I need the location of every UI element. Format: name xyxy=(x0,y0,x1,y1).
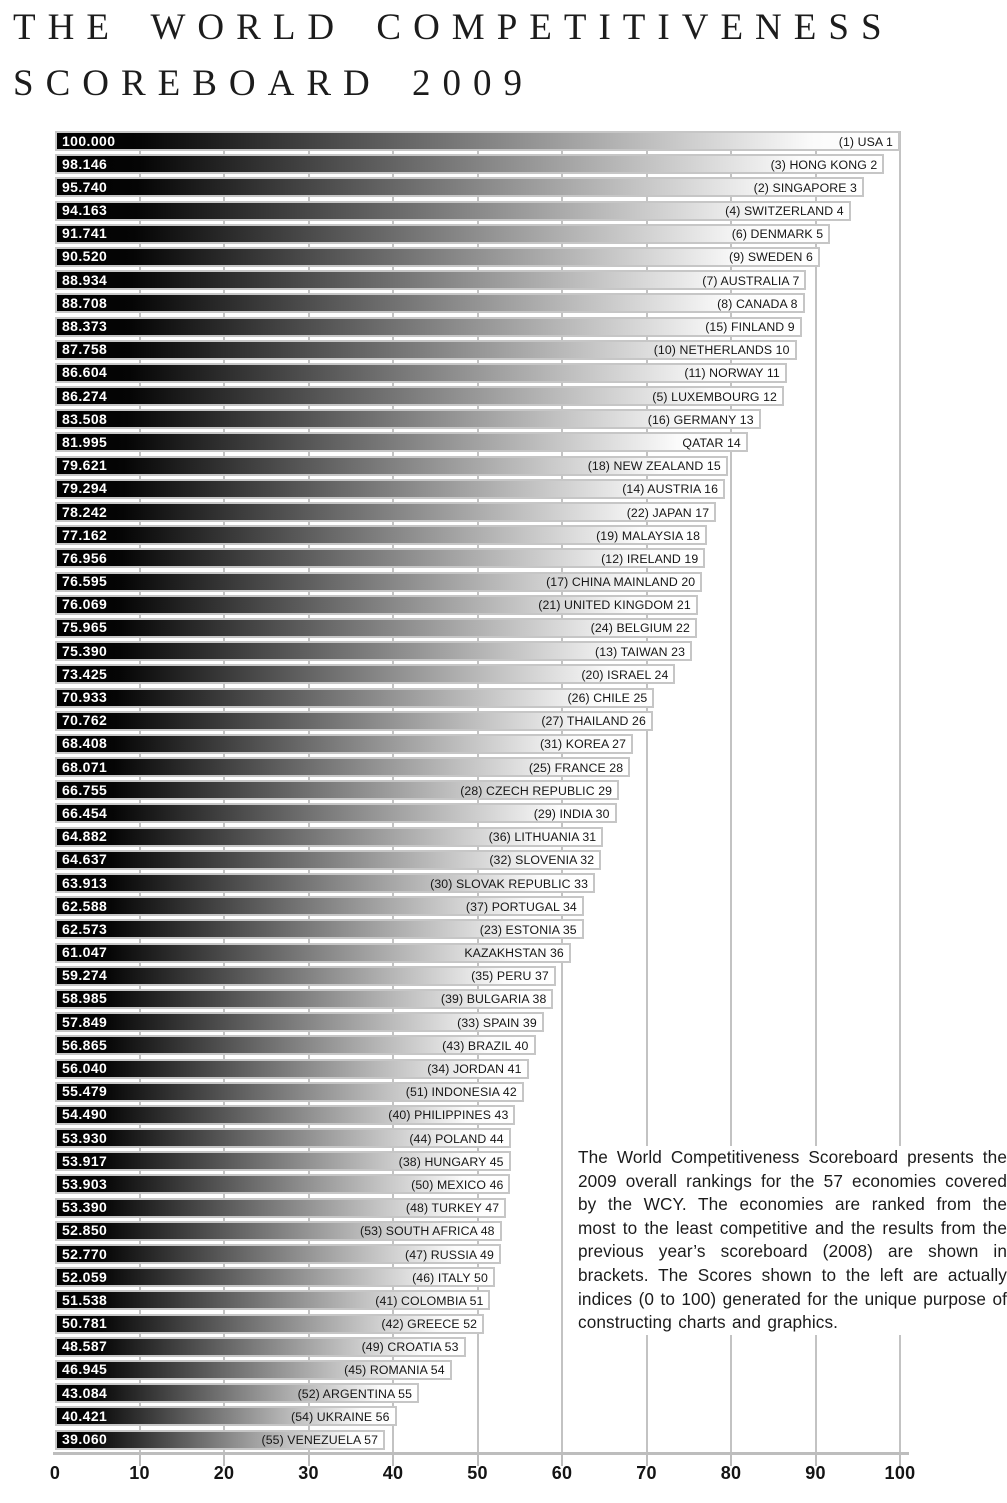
score-bar xyxy=(55,386,784,406)
axis-tick-label: 90 xyxy=(805,1463,826,1483)
score-bar xyxy=(55,618,697,638)
country-label: (32) SLOVENIA 32 xyxy=(489,853,595,868)
country-label: (46) ITALY 50 xyxy=(412,1270,488,1285)
score-bar xyxy=(55,1059,529,1079)
score-value: 50.781 xyxy=(62,1315,108,1332)
score-value: 46.945 xyxy=(62,1361,108,1378)
bar-row xyxy=(55,688,900,711)
bar-row xyxy=(55,386,900,409)
bar-row xyxy=(55,270,900,293)
score-bar xyxy=(55,919,584,939)
axis-tick-label: 80 xyxy=(720,1463,742,1483)
score-bar xyxy=(55,827,603,847)
score-bar xyxy=(55,363,787,383)
country-label: (50) MEXICO 46 xyxy=(411,1177,504,1192)
bar-row xyxy=(55,247,900,270)
score-bar xyxy=(55,1174,510,1194)
bar-row xyxy=(55,1105,900,1128)
score-bar xyxy=(55,989,553,1009)
score-value: 90.520 xyxy=(62,248,108,265)
axis-tick-label: 50 xyxy=(467,1463,488,1483)
score-value: 53.917 xyxy=(62,1152,108,1169)
score-value: 95.740 xyxy=(62,178,108,195)
country-label: (4) SWITZERLAND 4 xyxy=(725,204,844,219)
score-value: 61.047 xyxy=(62,944,108,961)
score-value: 75.390 xyxy=(62,642,108,659)
score-bar xyxy=(55,803,617,823)
score-value: 94.163 xyxy=(62,202,108,219)
country-label: (24) BELGIUM 22 xyxy=(590,621,690,636)
country-label: (34) JORDAN 41 xyxy=(427,1062,522,1076)
score-bar xyxy=(55,688,654,708)
bar-row xyxy=(55,1059,900,1082)
score-value: 58.985 xyxy=(62,990,108,1007)
country-label: (29) INDIA 30 xyxy=(533,806,610,821)
score-value: 76.595 xyxy=(62,573,108,590)
country-label: (18) NEW ZEALAND 15 xyxy=(587,459,721,474)
bar-row xyxy=(55,1430,900,1453)
score-bar xyxy=(55,293,805,313)
score-bar xyxy=(55,525,707,545)
bar-row xyxy=(55,1082,900,1105)
country-label: (31) KOREA 27 xyxy=(539,737,627,752)
score-value: 51.538 xyxy=(62,1291,108,1308)
score-bar xyxy=(55,1244,501,1264)
bar-row xyxy=(55,757,900,780)
bar-row xyxy=(55,1012,900,1035)
country-label: KAZAKHSTAN 36 xyxy=(464,946,564,961)
country-label: (51) INDONESIA 42 xyxy=(405,1085,517,1100)
score-bar xyxy=(55,154,884,174)
country-label: (27) THAILAND 26 xyxy=(541,714,646,729)
score-bar xyxy=(55,966,556,986)
score-value: 40.421 xyxy=(62,1407,108,1424)
country-label: (49) CROATIA 53 xyxy=(361,1340,459,1355)
bar-row xyxy=(55,780,900,803)
bar-row xyxy=(55,154,900,177)
score-value: 88.373 xyxy=(62,318,108,334)
score-bar xyxy=(55,548,705,568)
country-label: (26) CHILE 25 xyxy=(567,691,648,705)
score-value: 52.770 xyxy=(62,1245,108,1262)
bar-row xyxy=(55,966,900,989)
country-label: (44) POLAND 44 xyxy=(409,1131,504,1146)
score-value: 53.903 xyxy=(62,1175,108,1192)
score-value: 48.587 xyxy=(62,1338,108,1355)
description-text: The World Competitiveness Scoreboard presents the 2009 overall rankings for the 57 economies covered by the WCY. The economies are ranked from the most to the least competitive and the results from the previous year’s scoreboard (2008) are shown in brackets. The Scores shown to the left are actually indices (0 to 100) generated for the unique purpose of constructing charts and graphics. xyxy=(578,1146,1007,1335)
score-bar xyxy=(55,734,633,754)
bar-row xyxy=(55,548,900,571)
bar-row xyxy=(55,989,900,1012)
score-bar xyxy=(55,432,748,452)
country-label: (20) ISRAEL 24 xyxy=(581,667,669,682)
score-bar xyxy=(55,1151,511,1171)
bar-row xyxy=(55,317,900,340)
score-value: 68.071 xyxy=(62,758,108,775)
x-axis-line xyxy=(53,1452,909,1455)
country-label: (48) TURKEY 47 xyxy=(405,1201,500,1216)
bar-row xyxy=(55,502,900,525)
score-value: 63.913 xyxy=(62,874,108,891)
country-label: (14) AUSTRIA 16 xyxy=(622,482,719,497)
bar-row xyxy=(55,456,900,479)
score-bar xyxy=(55,456,728,476)
country-label: (7) AUSTRALIA 7 xyxy=(702,273,800,288)
score-bar xyxy=(55,850,601,870)
country-label: (45) ROMANIA 54 xyxy=(344,1363,445,1378)
country-label: (42) GREECE 52 xyxy=(381,1317,478,1332)
country-label: (3) HONG KONG 2 xyxy=(770,157,878,172)
score-bar xyxy=(55,1383,419,1403)
score-bar xyxy=(55,1360,452,1380)
country-label: (22) JAPAN 17 xyxy=(626,505,710,520)
score-bar xyxy=(55,247,820,267)
bar-row xyxy=(55,479,900,502)
score-value: 66.454 xyxy=(62,804,108,821)
score-value: 77.162 xyxy=(62,526,108,543)
score-bar xyxy=(55,1035,536,1055)
country-label: QATAR 14 xyxy=(682,435,741,450)
bar-row xyxy=(55,1383,900,1406)
country-label: (47) RUSSIA 49 xyxy=(405,1247,494,1262)
score-bar xyxy=(55,943,571,963)
score-value: 54.490 xyxy=(62,1106,108,1123)
country-label: (11) NORWAY 11 xyxy=(684,366,780,381)
score-value: 88.934 xyxy=(62,271,108,288)
bar-row xyxy=(55,525,900,548)
score-value: 87.758 xyxy=(62,341,108,358)
country-label: (43) BRAZIL 40 xyxy=(442,1038,529,1053)
score-value: 70.762 xyxy=(62,712,108,729)
score-value: 39.060 xyxy=(62,1431,108,1447)
score-value: 98.146 xyxy=(62,155,108,172)
bar-row xyxy=(55,340,900,363)
country-label: (13) TAIWAN 23 xyxy=(595,644,686,659)
score-bar xyxy=(55,1128,511,1148)
bar-row xyxy=(55,618,900,641)
axis-tick-label: 0 xyxy=(49,1463,61,1483)
country-label: (52) ARGENTINA 55 xyxy=(297,1386,413,1401)
score-bar xyxy=(55,131,900,151)
page-title xyxy=(13,0,894,112)
axis-tick-label: 30 xyxy=(298,1463,319,1483)
score-bar xyxy=(55,201,851,221)
bar-row xyxy=(55,131,900,154)
score-value: 79.294 xyxy=(62,480,108,497)
bar-row xyxy=(55,896,900,919)
score-bar xyxy=(55,1406,397,1426)
bar-row xyxy=(55,595,900,618)
axis-tick-label: 70 xyxy=(636,1463,657,1483)
score-bar xyxy=(55,1314,484,1334)
country-label: (8) CANADA 8 xyxy=(717,296,798,311)
score-value: 55.479 xyxy=(62,1083,108,1100)
score-value: 91.741 xyxy=(62,225,108,242)
score-bar xyxy=(55,1337,466,1357)
country-label: (16) GERMANY 13 xyxy=(647,412,754,427)
score-value: 52.850 xyxy=(62,1222,108,1239)
country-label: (33) SPAIN 39 xyxy=(457,1015,537,1030)
score-bar xyxy=(55,572,702,592)
score-bar xyxy=(55,317,802,337)
bar-row xyxy=(55,873,900,896)
country-label: (21) UNITED KINGDOM 21 xyxy=(538,598,691,613)
bar-row xyxy=(55,850,900,873)
score-value: 53.930 xyxy=(62,1129,108,1146)
country-label: (41) COLOMBIA 51 xyxy=(375,1293,484,1308)
bar-row xyxy=(55,1406,900,1429)
bar-row xyxy=(55,664,900,687)
country-label: (35) PERU 37 xyxy=(471,969,549,984)
score-value: 86.274 xyxy=(62,387,108,404)
score-bar xyxy=(55,177,864,197)
country-label: (38) HUNGARY 45 xyxy=(398,1154,504,1169)
score-bar xyxy=(55,1012,544,1032)
score-bar xyxy=(55,409,761,429)
score-bar xyxy=(55,270,806,290)
score-bar xyxy=(55,479,725,499)
score-value: 79.621 xyxy=(62,457,108,474)
score-bar xyxy=(55,664,675,684)
bar-row xyxy=(55,409,900,432)
score-value: 70.933 xyxy=(62,689,108,705)
bar-row xyxy=(55,1360,900,1383)
score-value: 56.040 xyxy=(62,1060,108,1076)
bar-row xyxy=(55,1337,900,1360)
country-label: (19) MALAYSIA 18 xyxy=(596,528,701,543)
score-value: 100.000 xyxy=(62,132,116,149)
score-bar xyxy=(55,224,830,244)
score-value: 64.882 xyxy=(62,828,108,845)
score-value: 66.755 xyxy=(62,781,108,798)
country-label: (23) ESTONIA 35 xyxy=(479,922,577,937)
score-value: 81.995 xyxy=(62,433,108,450)
country-label: (40) PHILIPPINES 43 xyxy=(388,1108,509,1123)
score-bar xyxy=(55,641,692,661)
bar-row xyxy=(55,177,900,200)
country-label: (39) BULGARIA 38 xyxy=(440,992,547,1007)
country-label: (30) SLOVAK REPUBLIC 33 xyxy=(430,876,589,891)
axis-tick-label: 40 xyxy=(382,1463,404,1483)
country-label: (53) SOUTH AFRICA 48 xyxy=(360,1224,495,1239)
page-title-line1: THE WORLD COMPETITIVENESS xyxy=(13,7,894,48)
score-value: 59.274 xyxy=(62,967,108,984)
score-value: 68.408 xyxy=(62,735,108,752)
score-bar xyxy=(55,757,630,777)
bar-row xyxy=(55,803,900,826)
bar-row xyxy=(55,432,900,455)
bar-row xyxy=(55,1035,900,1058)
country-label: (15) FINLAND 9 xyxy=(705,320,795,334)
country-label: (1) USA 1 xyxy=(838,134,893,149)
bar-row xyxy=(55,641,900,664)
score-bar xyxy=(55,1290,490,1310)
bar-row xyxy=(55,201,900,224)
score-bar xyxy=(55,1198,506,1218)
score-value: 75.965 xyxy=(62,619,108,636)
bar-row xyxy=(55,943,900,966)
score-bar xyxy=(55,1267,495,1287)
country-label: (10) NETHERLANDS 10 xyxy=(653,343,790,358)
score-value: 62.573 xyxy=(62,920,108,937)
bar-row xyxy=(55,711,900,734)
score-value: 62.588 xyxy=(62,897,108,914)
bar-row xyxy=(55,224,900,247)
country-label: (28) CZECH REPUBLIC 29 xyxy=(460,783,613,798)
score-bar xyxy=(55,711,653,731)
country-label: (37) PORTUGAL 34 xyxy=(465,899,577,914)
country-label: (6) DENMARK 5 xyxy=(731,227,824,242)
country-label: (55) VENEZUELA 57 xyxy=(261,1433,379,1447)
score-value: 57.849 xyxy=(62,1013,108,1030)
country-label: (17) CHINA MAINLAND 20 xyxy=(546,575,696,590)
score-bar xyxy=(55,780,619,800)
score-value: 76.956 xyxy=(62,549,108,566)
score-value: 64.637 xyxy=(62,851,108,868)
score-value: 76.069 xyxy=(62,596,108,613)
score-bar xyxy=(55,502,716,522)
country-label: (5) LUXEMBOURG 12 xyxy=(652,389,777,404)
bar-row xyxy=(55,293,900,316)
score-value: 52.059 xyxy=(62,1268,108,1285)
axis-tick-label: 60 xyxy=(551,1463,573,1483)
country-label: (36) LITHUANIA 31 xyxy=(488,830,597,845)
country-label: (54) UKRAINE 56 xyxy=(291,1409,390,1424)
bar-row xyxy=(55,572,900,595)
score-value: 88.708 xyxy=(62,294,108,311)
score-bar xyxy=(55,1082,524,1102)
page-title-line2: SCOREBOARD 2009 xyxy=(13,63,535,104)
score-bar xyxy=(55,896,584,916)
score-bar xyxy=(55,1430,385,1450)
score-bar xyxy=(55,1105,515,1125)
bar-row xyxy=(55,827,900,850)
bar-row xyxy=(55,734,900,757)
score-value: 73.425 xyxy=(62,665,108,682)
axis-tick-label: 10 xyxy=(129,1463,150,1483)
score-value: 43.084 xyxy=(62,1384,108,1401)
score-bar xyxy=(55,1221,502,1241)
score-value: 78.242 xyxy=(62,503,108,520)
score-value: 86.604 xyxy=(62,364,108,381)
axis-tick-label: 20 xyxy=(213,1463,235,1483)
score-bar xyxy=(55,873,595,893)
country-label: (12) IRELAND 19 xyxy=(601,551,699,566)
bar-row xyxy=(55,363,900,386)
country-label: (25) FRANCE 28 xyxy=(528,760,624,775)
country-label: (2) SINGAPORE 3 xyxy=(753,180,857,195)
axis-tick-label: 100 xyxy=(884,1463,916,1483)
score-value: 53.390 xyxy=(62,1199,108,1216)
score-value: 56.865 xyxy=(62,1036,108,1053)
bar-row xyxy=(55,919,900,942)
score-bar xyxy=(55,340,797,360)
score-bar xyxy=(55,595,698,615)
country-label: (9) SWEDEN 6 xyxy=(729,250,813,265)
score-value: 83.508 xyxy=(62,410,108,427)
